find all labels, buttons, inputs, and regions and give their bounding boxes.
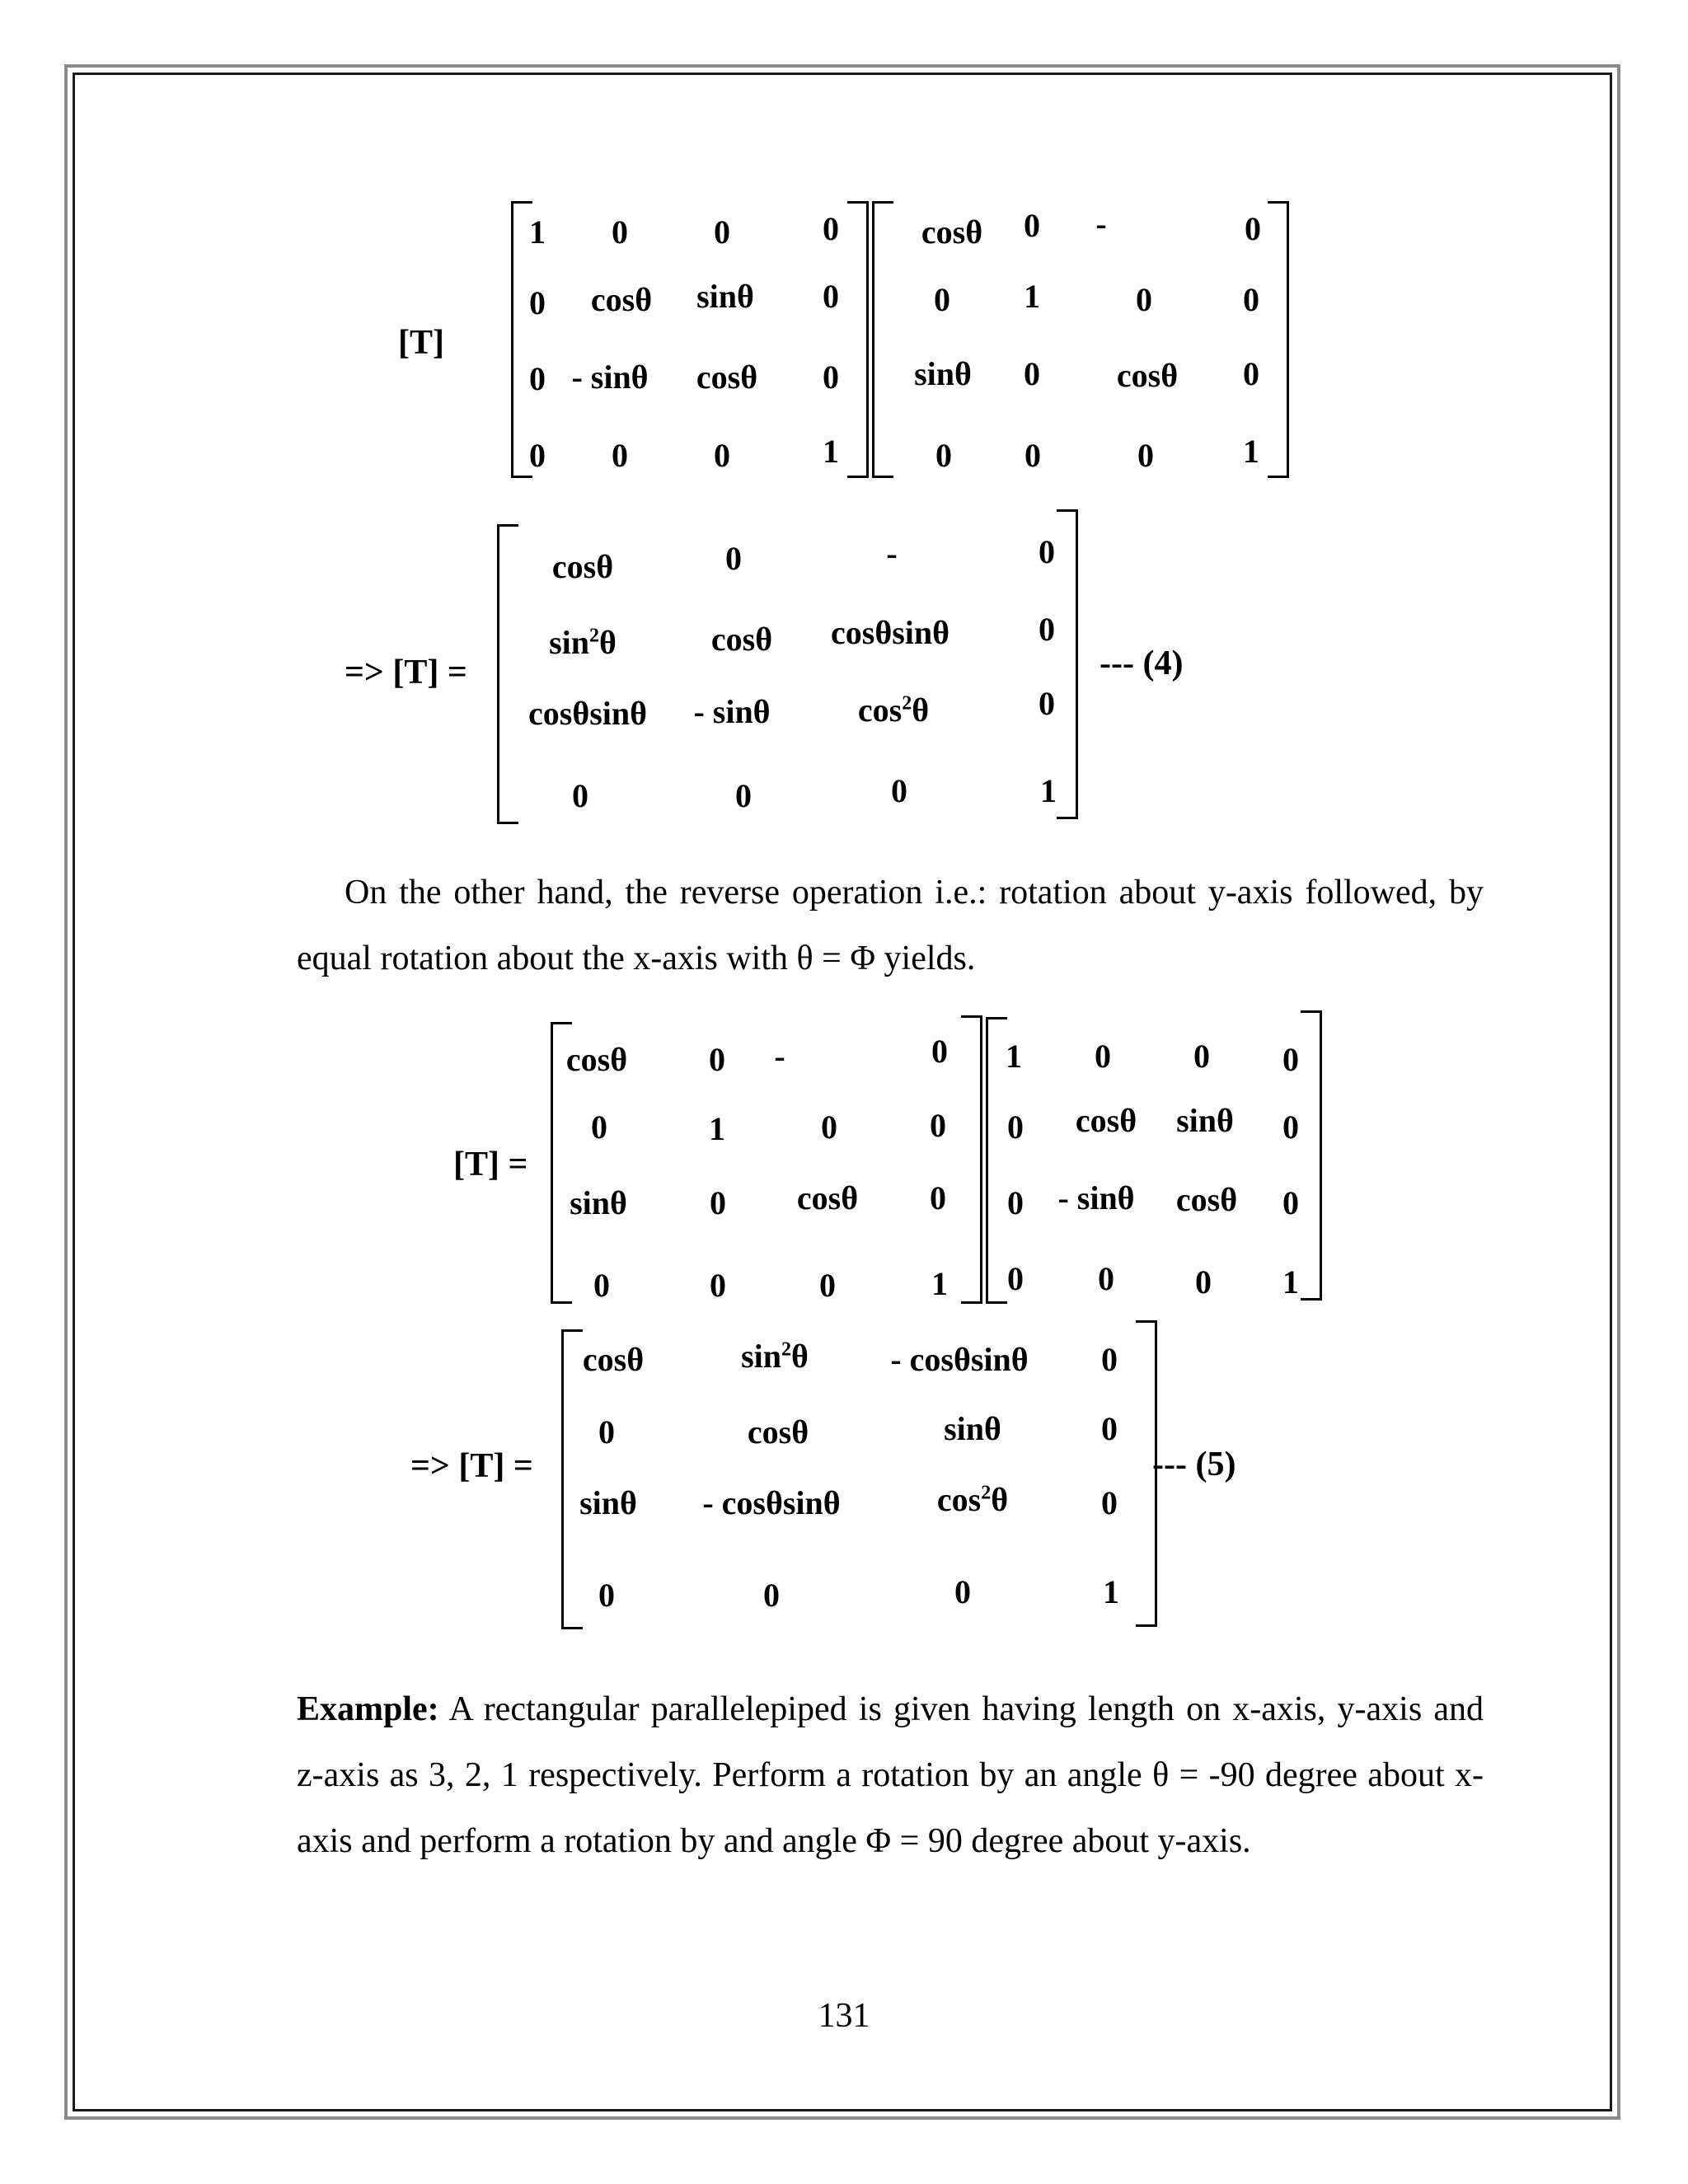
matrix-cell: 1 — [1243, 433, 1259, 470]
matrix-cell: 0 — [823, 278, 839, 315]
matrix-cell: - — [1095, 205, 1107, 242]
matrix-cell: 0 — [1007, 1260, 1024, 1297]
matrix-cell: 0 — [935, 437, 952, 474]
matrix-cell: 0 — [1098, 1260, 1114, 1297]
matrix-cell: 0 — [714, 437, 730, 474]
matrix-cell: 0 — [1243, 355, 1259, 392]
example-text: A rectangular parallelepiped is given having length on x-axis, y-axis and z-axis as 3, 2, 1 respectively. Perform a rotation by an angle θ = -90 degree about x-axis and perform a rotation by and angle Φ = 90 degree about y-axis. — [297, 1690, 1484, 1860]
bracket-right — [961, 1015, 982, 1304]
matrix-cell: 0 — [710, 1184, 726, 1221]
matrix-cell: - — [886, 535, 898, 572]
matrix-cell: 0 — [1007, 1108, 1024, 1146]
matrix-cell: 0 — [572, 777, 588, 814]
bracket-right — [1057, 509, 1078, 819]
example-paragraph — [297, 1676, 1484, 1874]
matrix-cell: 0 — [823, 359, 839, 396]
bracket-right — [1301, 1010, 1322, 1301]
bracket-left — [497, 524, 518, 824]
matrix-cell: sinθ — [1176, 1102, 1234, 1139]
matrix-cell: 1 — [529, 213, 546, 251]
matrix-lhs-label: [T] — [398, 324, 444, 362]
page-number: 131 — [818, 1997, 870, 2035]
matrix-cell: 0 — [1039, 685, 1055, 722]
matrix-cell: cosθ — [710, 621, 773, 658]
matrix-cell: 0 — [1024, 355, 1040, 392]
matrix-cell: 0 — [1101, 1484, 1118, 1521]
matrix-cell: 0 — [934, 281, 950, 318]
equation-number: --- (4) — [1100, 644, 1184, 682]
matrix-cell: 0 — [1095, 1038, 1111, 1075]
matrix-cell: cosθ — [747, 1413, 809, 1451]
matrix-lhs-label: [T] = — [453, 1146, 528, 1183]
matrix-cell: cosθ — [921, 213, 983, 251]
equation-lhs-label: => [T] = — [410, 1447, 533, 1485]
matrix-cell: cosθ — [1116, 357, 1179, 394]
matrix-cell: 0 — [725, 540, 742, 577]
matrix-cell: - sinθ — [1057, 1179, 1135, 1216]
matrix-cell: 0 — [735, 777, 752, 814]
matrix-cell: 0 — [763, 1577, 780, 1614]
matrix-cell: 0 — [529, 284, 546, 321]
matrix-cell: 0 — [714, 213, 730, 251]
matrix-cell: 0 — [1245, 210, 1261, 247]
matrix-cell: cosθ — [565, 1041, 628, 1078]
matrix-cell: sinθ — [914, 355, 972, 392]
body-paragraph — [297, 860, 1484, 991]
matrix-cell: 0 — [930, 1107, 946, 1144]
matrix-cell: - sinθ — [571, 359, 649, 396]
matrix-cell: 1 — [1006, 1038, 1022, 1075]
matrix-cell: sinθ — [579, 1484, 637, 1521]
matrix-cell-cos-squared: $\cos^2\theta$ — [936, 1481, 1009, 1518]
matrix-cell: 1 — [1282, 1263, 1299, 1301]
matrix-cell: 0 — [954, 1573, 971, 1610]
matrix-cell: sinθ — [570, 1184, 627, 1221]
matrix-cell: 0 — [612, 213, 628, 251]
matrix-cell: 0 — [612, 437, 628, 474]
matrix-cell: 0 — [1243, 281, 1259, 318]
matrix-cell: - — [774, 1038, 785, 1075]
matrix-cell: - cosθsinθ — [702, 1484, 841, 1521]
matrix-cell: 0 — [1136, 281, 1152, 318]
matrix-cell: cosθ — [1175, 1181, 1238, 1218]
equation-number: --- (5) — [1152, 1446, 1236, 1483]
matrix-cell: 0 — [931, 1033, 948, 1070]
matrix-cell: 0 — [529, 360, 546, 397]
matrix-cell: 0 — [709, 1041, 725, 1078]
matrix-cell: 0 — [823, 210, 839, 247]
matrix-cell: 1 — [1040, 772, 1057, 809]
matrix-cell: cosθ — [551, 548, 614, 585]
matrix-cell: cosθ — [796, 1179, 859, 1216]
matrix-cell: 0 — [593, 1267, 610, 1304]
bracket-left — [986, 1017, 1007, 1304]
bracket-right — [847, 201, 869, 478]
matrix-cell: 1 — [1024, 278, 1040, 315]
matrix-cell: 0 — [1101, 1341, 1118, 1378]
matrix-cell: sinθ — [696, 278, 754, 315]
matrix-cell: 1 — [1103, 1573, 1119, 1610]
equation-lhs-label: => [T] = — [345, 654, 467, 691]
matrix-cell: 0 — [710, 1267, 726, 1304]
matrix-cell: - cosθsinθ — [890, 1341, 1029, 1378]
matrix-cell: 0 — [1282, 1108, 1299, 1146]
matrix-cell: 0 — [819, 1267, 836, 1304]
matrix-cell: cosθ — [1075, 1102, 1137, 1139]
matrix-cell: 1 — [823, 433, 839, 470]
matrix-cell-sin-squared: $\sin^2\theta$ — [549, 624, 617, 661]
matrix-cell: 0 — [1193, 1038, 1210, 1075]
matrix-cell: 0 — [1024, 207, 1040, 244]
matrix-cell: 1 — [931, 1265, 948, 1302]
matrix-cell: 0 — [529, 437, 546, 474]
matrix-cell: cosθ — [696, 359, 758, 396]
matrix-cell: 0 — [591, 1108, 607, 1146]
matrix-cell: 1 — [709, 1110, 725, 1147]
matrix-cell: 0 — [598, 1577, 615, 1614]
matrix-cell: 0 — [1195, 1263, 1212, 1301]
matrix-cell: 0 — [1025, 437, 1041, 474]
paragraph-text: On the other hand, the reverse operation i.e.: rotation about y-axis followed, by equal rotation about the x-axis with θ = Φ yields. — [297, 874, 1484, 977]
bracket-left — [561, 1329, 583, 1629]
matrix-cell: - sinθ — [693, 693, 771, 730]
matrix-cell: sinθ — [944, 1410, 1001, 1447]
matrix-cell: 0 — [1282, 1184, 1299, 1221]
bracket-left — [872, 201, 893, 478]
matrix-cell-cos-squared: $\cos^2\theta$ — [857, 691, 930, 729]
example-label: Example: — [297, 1690, 439, 1728]
matrix-cell: cosθ — [590, 281, 653, 318]
matrix-cell: 0 — [598, 1413, 615, 1451]
matrix-cell: 0 — [1282, 1041, 1299, 1078]
matrix-cell: 0 — [1007, 1184, 1024, 1221]
matrix-cell: 0 — [1039, 611, 1055, 648]
matrix-cell: 0 — [1137, 437, 1154, 474]
matrix-cell: 0 — [1101, 1410, 1118, 1447]
matrix-cell: 0 — [821, 1108, 837, 1146]
bracket-right — [1268, 201, 1289, 478]
matrix-cell: cosθsinθ — [528, 695, 648, 732]
matrix-cell-sin-squared: $\sin^2\theta$ — [741, 1338, 809, 1375]
matrix-cell: cosθ — [582, 1341, 645, 1378]
matrix-cell: 0 — [930, 1179, 946, 1216]
matrix-cell: 0 — [1039, 533, 1055, 570]
matrix-cell: 0 — [891, 772, 907, 809]
matrix-cell: cosθsinθ — [830, 614, 950, 651]
